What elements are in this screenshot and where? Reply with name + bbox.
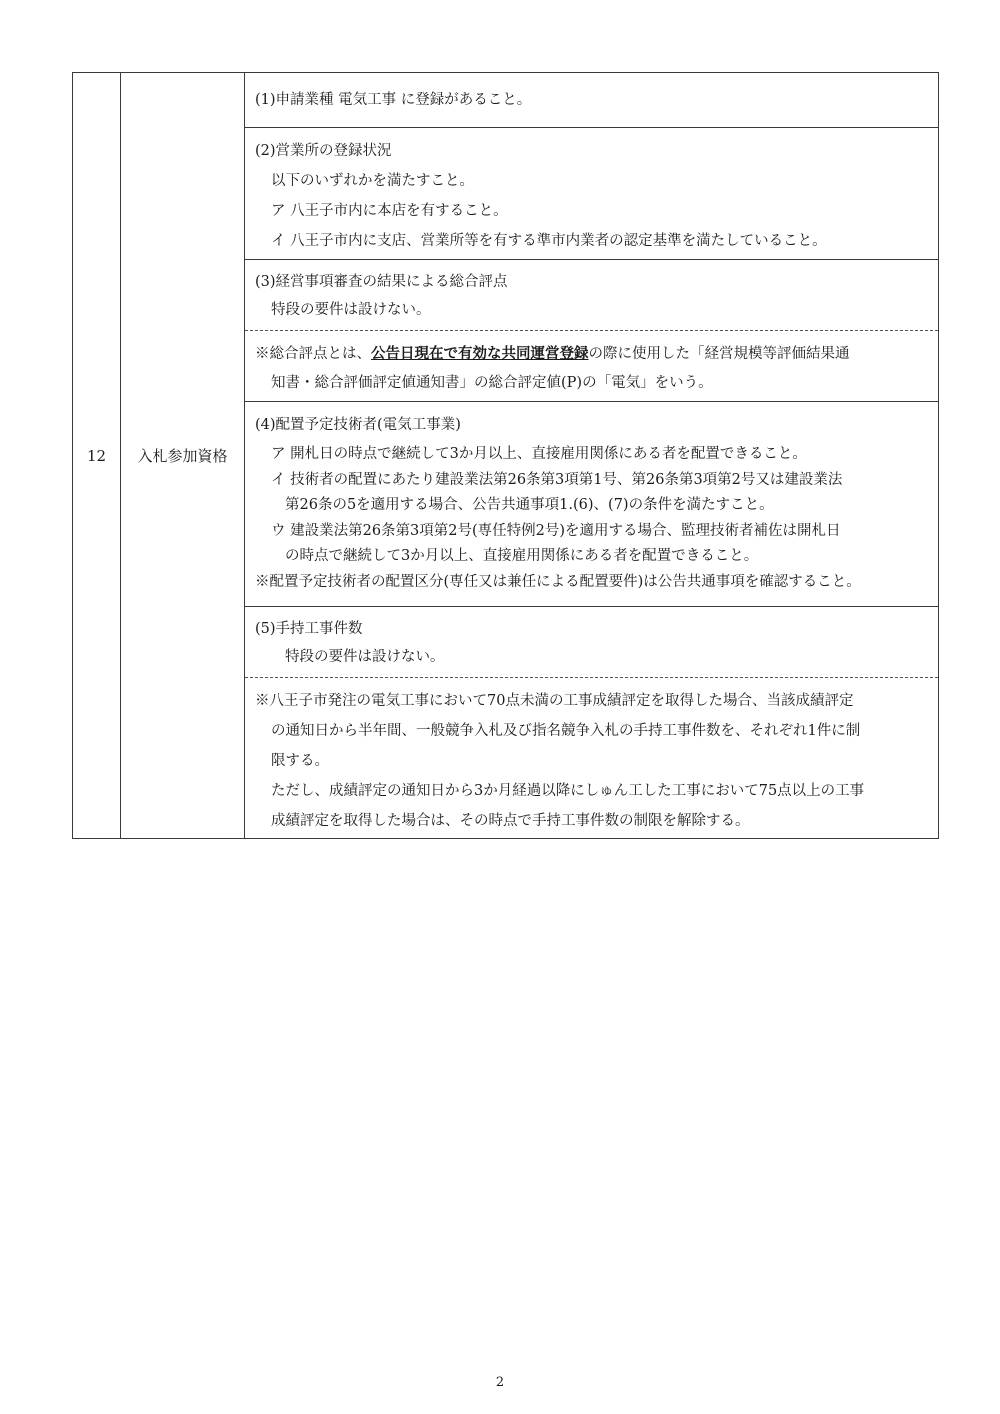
section-4-line-4: ウ 建設業法第26条第3項第2号(専任特例2号)を適用する場合、監理技術者補佐は開札日 [271, 522, 841, 539]
section-5-title: (5)手持工事件数 [255, 621, 363, 637]
section-total-score [245, 259, 938, 330]
section-4-line-6: ※配置予定技術者の配置区分(専任又は兼任による配置要件)は公告共通事項を確認すること。 [255, 573, 861, 590]
section-ongoing-works [245, 606, 938, 677]
section-3-title: (3)経営事項審査の結果による総合評点 [255, 274, 508, 290]
note-1-line-2: 知書・総合評価評定値通知書」の総合評定値(P)の「電気」をいう。 [271, 375, 713, 391]
note-2-line-4: ただし、成績評定の通知日から3か月経過以降にしゅん工した工事において75点以上の工事 [271, 783, 865, 799]
note-total-score [245, 330, 938, 401]
section-4-line-3: 第26条の5を適用する場合、公告共通事項1.(6)、(7)の条件を満たすこと。 [285, 497, 774, 514]
section-2-title: (2)営業所の登録状況 [255, 143, 392, 159]
section-4-line-2: イ 技術者の配置にあたり建設業法第26条第3項第1号、第26条第3項第2号又は建設業法 [271, 471, 843, 488]
section-office-registration [245, 127, 938, 259]
section-4-line-1: ア 開札日の時点で継続して3か月以上、直接雇用関係にある者を配置できること。 [271, 446, 807, 462]
row-content [245, 73, 939, 839]
note-2-line-2: の通知日から半年間、一般競争入札及び指名競争入札の手持工事件数を、それぞれ1件に制 [271, 723, 861, 739]
note-ongoing-works [245, 677, 938, 838]
section-3-line-1: 特段の要件は設けない。 [271, 302, 431, 318]
note-1-prefix: ※総合評点とは、 [255, 346, 371, 362]
section-2-line-1: 以下のいずれかを満たすこと。 [271, 173, 474, 189]
section-planned-engineer [245, 401, 938, 606]
section-2-line-3: イ 八王子市内に支店、営業所等を有する準市内業者の認定基準を満たしていること。 [271, 233, 827, 249]
row-number: 12 [73, 73, 121, 839]
note-2-line-3: 限する。 [271, 753, 329, 769]
note-1-emphasis: 公告日現在で有効な共同運営登録 [371, 345, 589, 362]
note-1-suffix: の際に使用した「経営規模等評価結果通 [588, 346, 850, 362]
row-label: 入札参加資格 [121, 73, 245, 839]
page-number: 2 [495, 1375, 505, 1390]
section-registered-category [245, 73, 938, 127]
qualification-table [72, 72, 939, 839]
note-2-line-1: ※八王子市発注の電気工事において70点未満の工事成績評定を取得した場合、当該成績評定 [255, 693, 854, 709]
section-4-title: (4)配置予定技術者(電気工事業) [255, 417, 461, 433]
section-4-line-5: の時点で継続して3か月以上、直接雇用関係にある者を配置できること。 [285, 548, 759, 565]
note-2-line-5: 成績評定を取得した場合は、その時点で手持工事件数の制限を解除する。 [271, 813, 750, 829]
section-1-text: (1)申請業種 電気工事 に登録があること。 [255, 92, 532, 108]
note-1-line-1 [255, 339, 928, 369]
table-row [73, 73, 939, 839]
section-5-line-1: 特段の要件は設けない。 [285, 649, 445, 665]
section-2-line-2: ア 八王子市内に本店を有すること。 [271, 203, 508, 219]
